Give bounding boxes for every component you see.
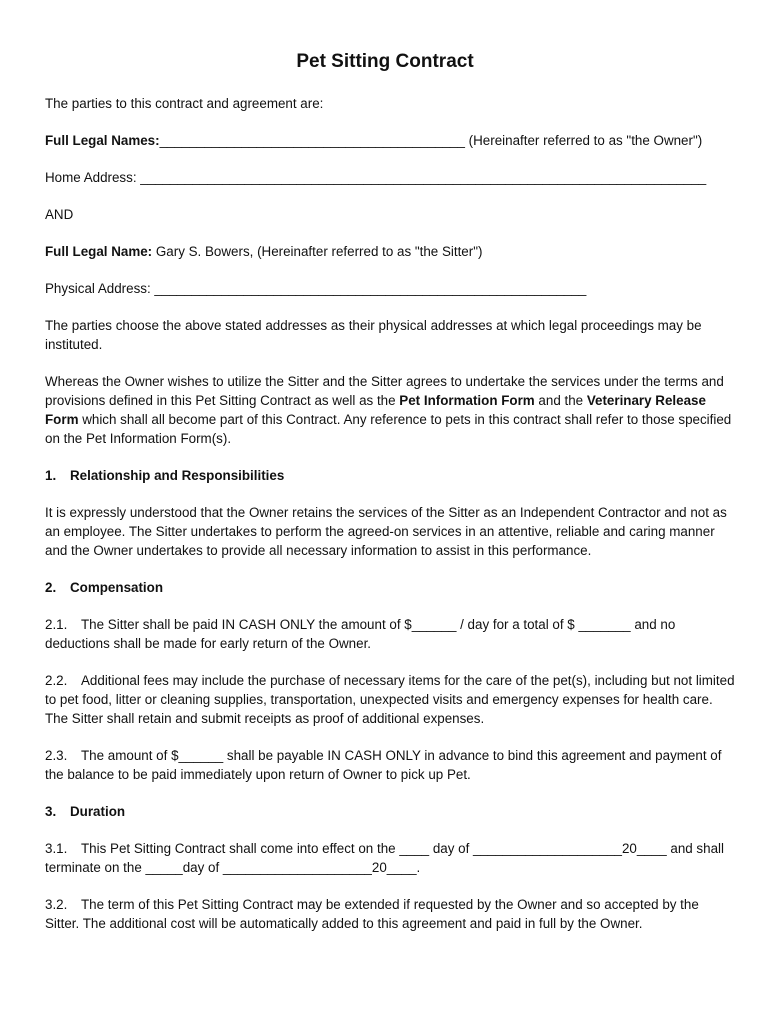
section-3-heading — [45, 802, 125, 821]
clause-3-1 — [45, 839, 735, 877]
whereas-text-1: Whereas the Owner wishes to utilize the Sitter and the Sitter agrees to undertake the services under the terms and provisions defined in this Pet Sitting Contract as well as the — [45, 374, 724, 408]
section-3-number: 3. — [45, 804, 57, 819]
owner-designation: (Hereinafter referred to as "the Owner") — [464, 133, 703, 148]
owner-names-line — [45, 131, 702, 150]
physical-address-line — [45, 279, 586, 298]
document-title: Pet Sitting Contract — [296, 51, 474, 72]
physical-address-blank: __________________________________________________________ — [154, 281, 587, 296]
home-address-label: Home Address: — [45, 170, 141, 185]
section-1-title: Relationship and Responsibilities — [70, 468, 285, 483]
section-2-heading — [45, 578, 163, 597]
home-address-blank: ____________________________________________________________________________ — [140, 170, 707, 185]
clause-2-3-text: The amount of $______ shall be payable IN CASH ONLY in advance to bind this agreement and payment of the balance to be paid immediately upon return of Owner to pick up Pet. — [45, 748, 722, 782]
section-1-heading — [45, 466, 284, 485]
clause-3-2-text: The term of this Pet Sitting Contract may be extended if requested by the Owner and so accepted by the Sitter. The additional cost will be automatically added to this agreement and paid in full by the Owner. — [45, 897, 699, 931]
section-1-text: It is expressly understood that the Owner retains the services of the Sitter as an Independent Contractor and not as an employee. The Sitter undertakes to perform the agreed-on services in an attentive, reliable and caring manner and the Owner undertakes to provide all necessary information to assist in this performance. — [45, 505, 727, 558]
clause-3-2 — [45, 895, 735, 933]
section-2-number: 2. — [45, 580, 57, 595]
whereas-text-3: which shall all become part of this Contract. Any reference to pets in this contract shall refer to those specified on the Pet Information Form(s). — [45, 412, 732, 446]
section-3-title: Duration — [70, 804, 126, 819]
owner-names-label: Full Legal Names: — [45, 133, 160, 148]
clause-2-1-text: The Sitter shall be paid IN CASH ONLY the amount of $______ / day for a total of $ _______ and no deductions shall be made for early return of the Owner. — [45, 617, 676, 651]
clause-3-1-number: 3.1. — [45, 841, 68, 856]
addresses-paragraph: The parties choose the above stated addresses as their physical addresses at which legal proceedings may be instituted. — [45, 318, 702, 352]
clause-3-1-text: This Pet Sitting Contract shall come into effect on the ____ day of ____________________20____ and shall terminate on the _____day of ____________________20____. — [45, 841, 724, 875]
whereas-paragraph — [45, 372, 735, 448]
veterinary-release-form-ref: Veterinary Release Form — [45, 393, 706, 427]
clause-2-2-number: 2.2. — [45, 673, 68, 688]
section-1-number: 1. — [45, 468, 57, 483]
clause-3-2-number: 3.2. — [45, 897, 68, 912]
clause-2-2-text: Additional fees may include the purchase of necessary items for the care of the pet(s), including but not limited to pet food, litter or cleaning supplies, transportation, unexpected visits and emergency expenses for health care. The Sitter shall retain and submit receipts as proof of additional expenses. — [45, 673, 735, 726]
sitter-name-value: Gary S. Bowers, (Hereinafter referred to as "the Sitter") — [152, 244, 483, 259]
and-separator: AND — [45, 207, 74, 222]
clause-2-3-number: 2.3. — [45, 748, 68, 763]
intro-text: The parties to this contract and agreement are: — [45, 96, 324, 111]
whereas-text-2: and the — [534, 393, 587, 408]
section-2-title: Compensation — [70, 580, 163, 595]
pet-information-form-ref: Pet Information Form — [399, 393, 535, 408]
clause-2-1 — [45, 615, 735, 653]
home-address-line — [45, 168, 706, 187]
clause-2-1-number: 2.1. — [45, 617, 68, 632]
sitter-name-line — [45, 242, 482, 261]
physical-address-label: Physical Address: — [45, 281, 155, 296]
clause-2-3 — [45, 746, 735, 784]
owner-names-blank: _________________________________________ — [159, 133, 465, 148]
sitter-name-label: Full Legal Name: — [45, 244, 153, 259]
clause-2-2 — [45, 671, 735, 728]
